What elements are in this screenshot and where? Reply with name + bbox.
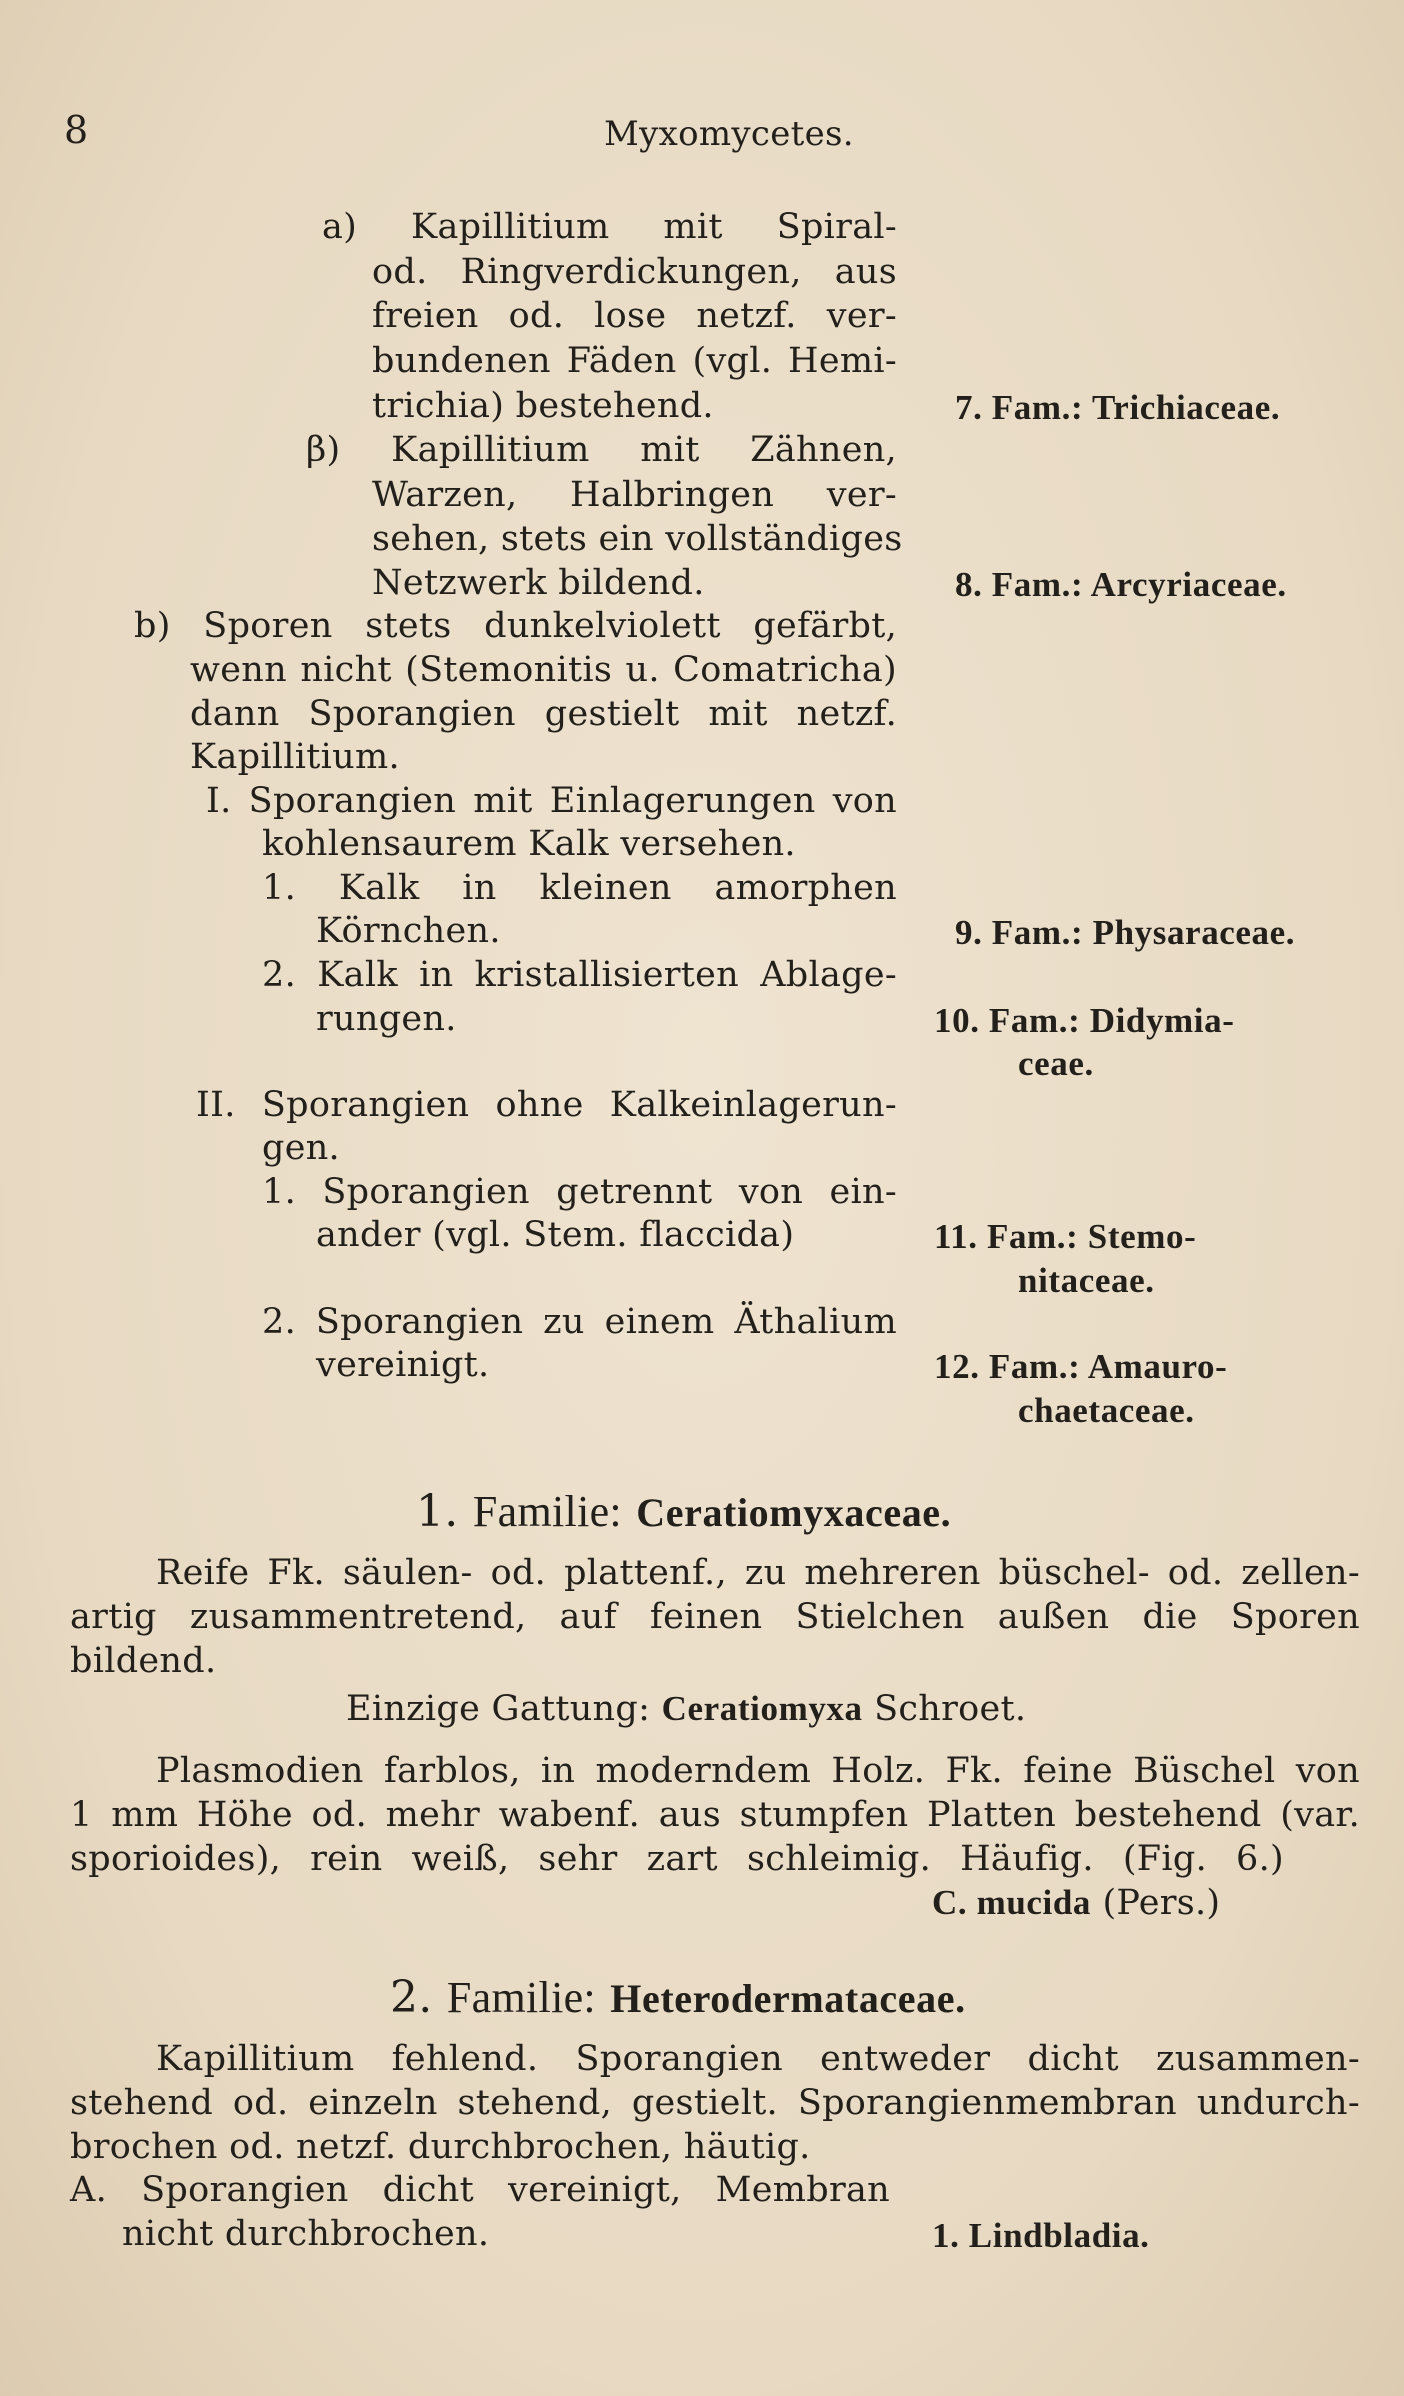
- species-desc-line-3: sporioides), rein weiß, sehr zart schleimig. Häufig. (Fig. 6.): [70, 1839, 1284, 1879]
- key-a-result: 7. Fam.: Trichiaceae.: [955, 388, 1281, 427]
- family-2-desc-line-3: brochen od. netzf. durchbrochen, häutig.: [70, 2127, 811, 2167]
- genus-label: Einzige Gattung:: [346, 1689, 651, 1729]
- key-II1-line-1: 1. Sporangien getrennt von ein-: [262, 1172, 897, 1212]
- family-2-A-line-1: A. Sporangien dicht vereinigt, Membran: [70, 2170, 890, 2210]
- key-I-line-1: I. Sporangien mit Einlagerungen von: [206, 781, 897, 821]
- family-2-desc-line-2: stehend od. einzeln stehend, gestielt. Sporangienmembran undurch-: [70, 2083, 1360, 2123]
- species-name-line: [932, 1881, 1220, 1925]
- key-b-line-3: dann Sporangien gestielt mit netzf.: [190, 694, 897, 734]
- key-II2-result-line-2: chaetaceae.: [1018, 1391, 1195, 1430]
- key-a-line-3: freien od. lose netzf. ver-: [372, 296, 897, 336]
- family-2-A-line-2: nicht durchbrochen.: [122, 2214, 490, 2254]
- key-II1-line-2: ander (vgl. Stem. flaccida): [316, 1215, 795, 1255]
- key-II1-result-line-1: 11. Fam.: Stemo-: [934, 1217, 1197, 1256]
- genus-name: Ceratiomyxa: [661, 1689, 863, 1728]
- key-a-line-2: od. Ringverdickungen, aus: [372, 252, 897, 292]
- key-beta-line-3: sehen, stets ein vollständiges: [372, 519, 903, 559]
- family-1-label: Familie:: [472, 1487, 622, 1536]
- key-I2-result-line-2: ceae.: [1018, 1044, 1094, 1083]
- family-1-desc-line-1: Reife Fk. säulen- od. plattenf., zu mehreren büschel- od. zellen-: [156, 1553, 1360, 1593]
- family-2-label: Familie:: [446, 1973, 596, 2022]
- key-I2-line-1: 2. Kalk in kristallisierten Ablage-: [262, 955, 897, 995]
- key-I2-line-2: rungen.: [316, 999, 457, 1039]
- family-2-A-result: 1. Lindbladia.: [932, 2216, 1150, 2255]
- family-2-desc-line-1: Kapillitium fehlend. Sporangien entweder dicht zusammen-: [156, 2039, 1360, 2079]
- key-b-line-4: Kapillitium.: [190, 737, 400, 777]
- page-number: 8: [64, 108, 89, 152]
- key-b-line-2: wenn nicht (Stemonitis u. Comatricha): [190, 650, 897, 690]
- key-beta-line-1: β) Kapillitium mit Zähnen,: [306, 430, 897, 470]
- family-2-heading: [390, 1972, 966, 2025]
- key-II1-result-line-2: nitaceae.: [1018, 1261, 1155, 1300]
- key-beta-result: 8. Fam.: Arcyriaceae.: [955, 565, 1287, 604]
- key-I1-result: 9. Fam.: Physaraceae.: [955, 913, 1296, 952]
- key-II-line-1: II. Sporangien ohne Kalkeinlagerun-: [196, 1085, 897, 1125]
- species-name: C. mucida: [932, 1883, 1092, 1922]
- species-author: (Pers.): [1102, 1883, 1221, 1923]
- key-I1-line-1: 1. Kalk in kleinen amorphen: [262, 868, 897, 908]
- key-a-line-5: trichia) bestehend.: [372, 386, 714, 426]
- key-beta-line-4: Netzwerk bildend.: [372, 563, 705, 603]
- species-desc-line-2: 1 mm Höhe od. mehr wabenf. aus stumpfen Platten bestehend (var.: [70, 1795, 1360, 1835]
- species-desc-line-1: Plasmodien farblos, in moderndem Holz. Fk. feine Büschel von: [156, 1751, 1360, 1791]
- key-II2-line-2: vereinigt.: [316, 1345, 490, 1385]
- key-II-line-2: gen.: [262, 1128, 340, 1168]
- key-I-line-2: kohlensaurem Kalk versehen.: [262, 824, 796, 864]
- family-2-name: Heterodermataceae.: [610, 1976, 966, 2021]
- key-I1-line-2: Körnchen.: [316, 911, 501, 951]
- key-II2-result-line-1: 12. Fam.: Amauro-: [934, 1347, 1228, 1386]
- key-b-line-1: b) Sporen stets dunkelviolett gefärbt,: [134, 606, 897, 646]
- family-1-heading: [416, 1486, 951, 1539]
- key-I2-result-line-1: 10. Fam.: Didymia-: [934, 1001, 1235, 1040]
- family-1-desc-line-2: artig zusammentretend, auf feinen Stielchen außen die Sporen bildend.: [70, 1597, 1360, 1681]
- family-1-genus-line: [346, 1687, 1026, 1731]
- family-2-number: 2.: [390, 1972, 433, 2023]
- running-title: Myxomycetes.: [604, 114, 854, 154]
- genus-author: Schroet.: [874, 1689, 1027, 1729]
- key-II2-line-1: 2. Sporangien zu einem Äthalium: [262, 1302, 897, 1342]
- family-1-name: Ceratiomyxaceae.: [636, 1490, 952, 1535]
- key-beta-line-2: Warzen, Halbringen ver-: [372, 475, 897, 515]
- family-1-number: 1.: [416, 1486, 459, 1537]
- key-a-line-1: a) Kapillitium mit Spiral-: [322, 207, 897, 247]
- key-a-line-4: bundenen Fäden (vgl. Hemi-: [372, 341, 897, 381]
